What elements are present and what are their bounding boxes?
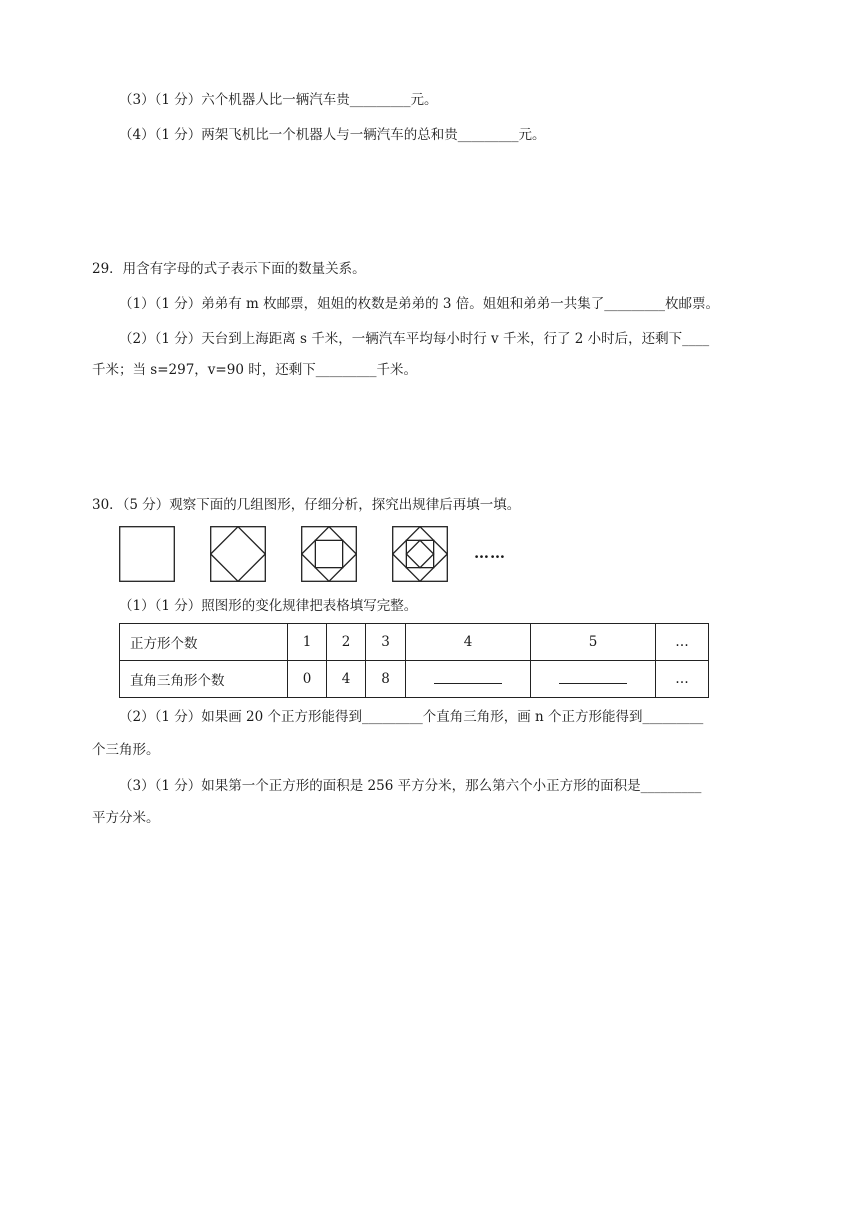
table-cell: 4 xyxy=(327,661,366,698)
q30-stem: 30．（5 分）观察下面的几组图形，仔细分析，探究出规律后再填一填。 xyxy=(92,497,521,513)
q30-part2-line2: 个三角形。 xyxy=(92,742,160,758)
q29-part2-line2: 千米；当 s=297，v=90 时，还剩下_________千米。 xyxy=(92,362,417,378)
q30-part3-line2: 平方分米。 xyxy=(92,810,160,826)
figure-4-squares xyxy=(392,526,448,582)
table-cell: 5 xyxy=(531,624,656,661)
answer-blank[interactable] xyxy=(434,671,502,684)
q28-part3: （3）（1 分）六个机器人比一辆汽车贵_________元。 xyxy=(119,92,438,108)
table-cell: 4 xyxy=(406,624,531,661)
q28-part4: （4）（1 分）两架飞机比一个机器人与一辆汽车的总和贵_________元。 xyxy=(119,127,546,143)
q29-part2-line1: （2）（1 分）天台到上海距离 s 千米，一辆汽车平均每小时行 v 千米，行了 2 小时后，还剩下____ xyxy=(119,331,710,347)
table-cell: 8 xyxy=(366,661,406,698)
figure-ellipsis: …… xyxy=(474,544,506,562)
figure-3-squares xyxy=(301,526,357,582)
pattern-table xyxy=(119,623,709,698)
table-cell: 2 xyxy=(327,624,366,661)
figure-1-square xyxy=(119,526,175,582)
q30-part3-line1: （3）（1 分）如果第一个正方形的面积是 256 平方分米，那么第六个小正方形的面积是_________ xyxy=(119,778,702,794)
answer-blank[interactable] xyxy=(559,671,627,684)
q29-part1: （1）（1 分）弟弟有 m 枚邮票，姐姐的枚数是弟弟的 3 倍。姐姐和弟弟一共集了_________枚邮票。 xyxy=(119,296,720,312)
table-row-triangles xyxy=(120,661,709,698)
q30-part1: （1）（1 分）照图形的变化规律把表格填写完整。 xyxy=(119,598,418,614)
q30-part2-line1: （2）（1 分）如果画 20 个正方形能得到_________个直角三角形，画 n 个正方形能得到_________ xyxy=(119,709,704,725)
table-cell: … xyxy=(656,661,709,698)
q29-stem: 29．用含有字母的式子表示下面的数量关系。 xyxy=(92,261,366,277)
table-row-squares xyxy=(120,624,709,661)
answer-blank-cell[interactable] xyxy=(531,661,656,698)
row-label-triangles: 直角三角形个数 xyxy=(120,661,288,698)
row-label-squares: 正方形个数 xyxy=(120,624,288,661)
table-cell: 0 xyxy=(288,661,327,698)
answer-blank-cell[interactable] xyxy=(406,661,531,698)
table-cell: … xyxy=(656,624,709,661)
figure-2-squares xyxy=(210,526,266,582)
table-cell: 1 xyxy=(288,624,327,661)
table-cell: 3 xyxy=(366,624,406,661)
